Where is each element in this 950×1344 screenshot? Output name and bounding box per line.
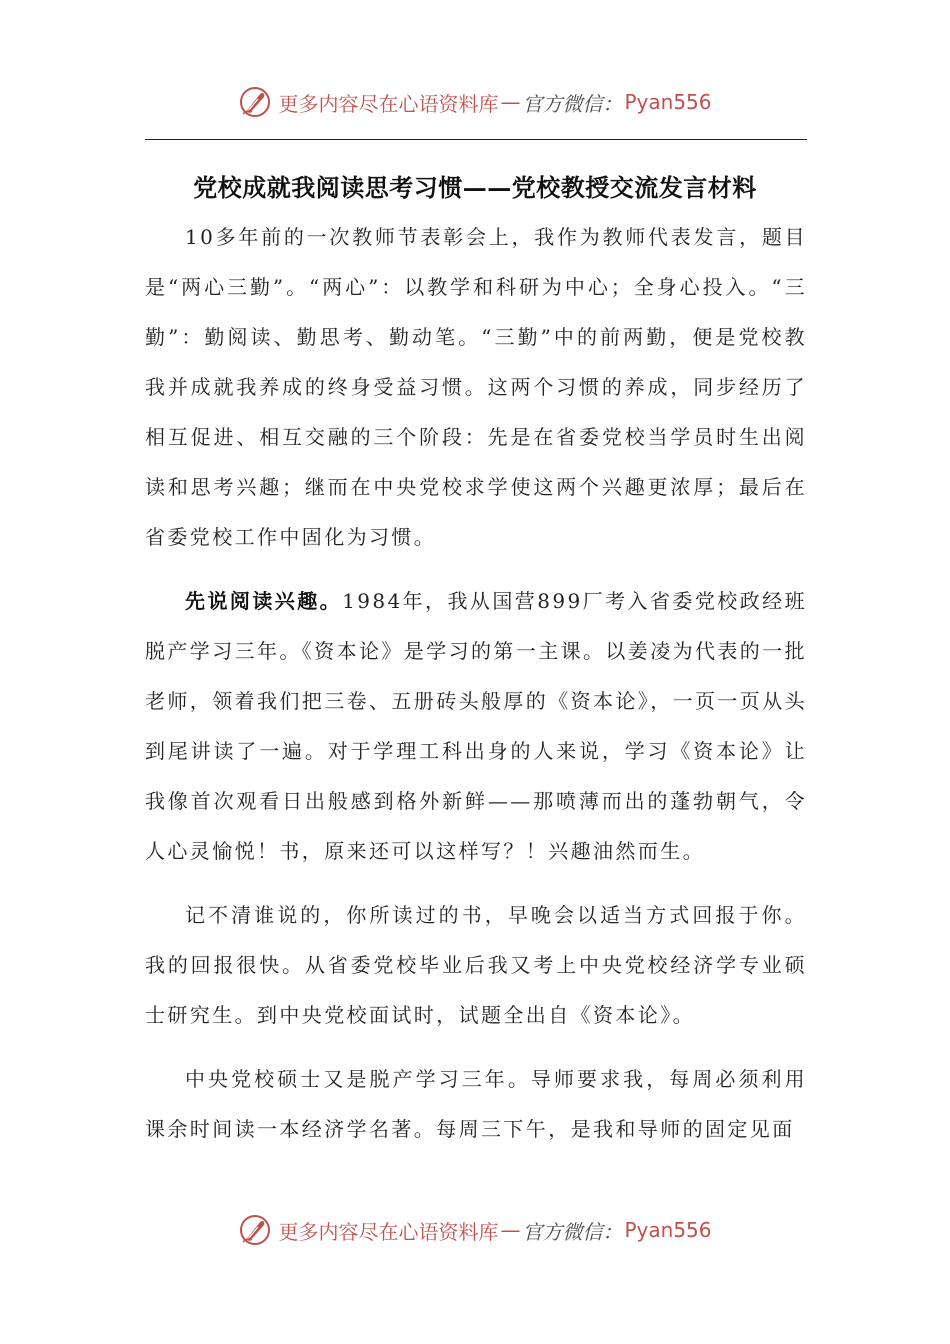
paragraph-4 [145, 1054, 807, 1154]
document-title: 党校成就我阅读思考习惯——党校教授交流发言材料 [193, 173, 757, 203]
footer-banner [0, 1208, 950, 1252]
paragraph-text: 中央党校硕士又是脱产学习三年。导师要求我，每周必须利用课余时间读一本经济学名著。每周三下午，是我和导师的固定见面 [145, 1067, 807, 1141]
paragraph-lead: 先说阅读兴趣。 [185, 589, 343, 613]
banner-brand-text: 更多内容尽在心语资料库 [278, 1219, 499, 1244]
paragraph-1 [145, 212, 807, 562]
quill-pen-icon [238, 1213, 272, 1247]
header-banner [0, 80, 950, 124]
paragraph-2 [145, 576, 807, 876]
paragraph-text: 10多年前的一次教师节表彰会上，我作为教师代表发言，题目是“两心三勤”。“两心”：以教学和科研为中心；全身心投入。“三勤”：勤阅读、勤思考、勤动笔。“三勤”中的前两勤，便是党校教我并成就我养成的终身受益习惯。这两个习惯的养成，同步经历了相互促进、相互交融的三个阶段：先是在省委党校当学员时生出阅读和思考兴趣；继而在中央党校求学使这两个兴趣更浓厚；最后在省委党校工作中固化为习惯。 [145, 225, 807, 549]
quill-pen-icon [238, 85, 272, 119]
header-divider [145, 139, 807, 140]
paragraph-text: 1984年，我从国营899厂考入省委党校政经班脱产学习三年。《资本论》是学习的第一主课。以姜凌为代表的一批老师，领着我们把三卷、五册砖头般厚的《资本论》，一页一页从头到尾讲读了一遍。对于学理工科出身的人来说，学习《资本论》让我像首次观看日出般感到格外新鲜——那喷薄而出的蓬勃朝气，令人心灵愉悦！书，原来还可以这样写？！兴趣油然而生。 [145, 589, 807, 863]
paragraph-3 [145, 890, 807, 1040]
document-body [145, 212, 807, 1168]
banner-wechat-label: 官方微信： [522, 91, 623, 116]
banner-brand-text: 更多内容尽在心语资料库 [278, 91, 499, 116]
banner-wechat-label: 官方微信： [522, 1219, 623, 1244]
banner-wechat-account: Pyan556 [624, 1218, 712, 1242]
paragraph-text: 记不清谁说的，你所读过的书，早晚会以适当方式回报于你。我的回报很快。从省委党校毕业后我又考上中央党校经济学专业硕士研究生。到中央党校面试时，试题全出自《资本论》。 [145, 903, 807, 1027]
banner-dash: — [500, 90, 521, 114]
banner-dash: — [500, 1218, 521, 1242]
banner-wechat-account: Pyan556 [624, 90, 712, 114]
